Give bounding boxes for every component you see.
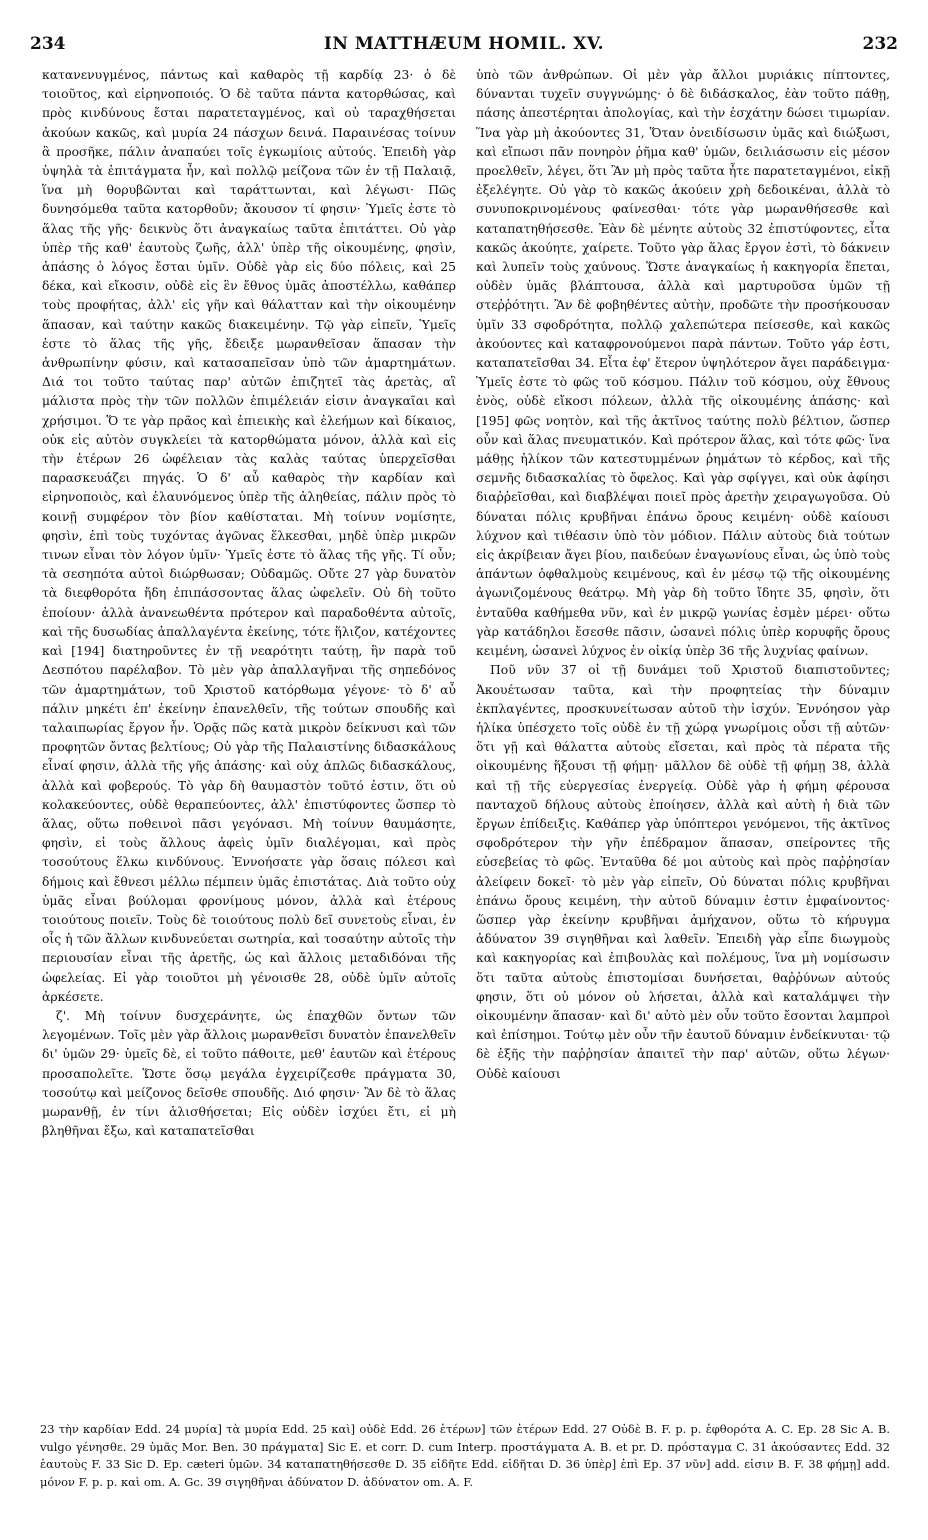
page-header (26, 34, 902, 56)
left-column-paragraph-2: ζ'. Μὴ τοίνυν δυσχεράνητε, ὡς ἐπαχθῶν ὄντων τῶν λεγομένων. Τοῖς μὲν γὰρ ἄλλοις μωρανθεῖσι δυνατὸν ἐπανελθεῖν δι' ὑμῶν 29· ὑμεῖς δὲ, εἰ τοῦτο πάθοιτε, μεθ' ἑαυτῶν καὶ ἑτέρους προσαπολεῖτε. Ὥστε ὅσῳ μεγάλα ἐγχειρίζεσθε πράγματα 30, τοσούτῳ καὶ μείζονος δεῖσθε σπουδῆς. Διό φησιν· Ἂν δὲ τὸ ἅλας μωρανθῇ, ἐν τίνι ἁλισθήσεται; Εἰς οὐδὲν ἰσχύει ἔτι, εἰ μὴ βληθῆναι ἔξω, καὶ καταπατεῖσθαι (42, 1008, 456, 1139)
footnotes (40, 1421, 890, 1491)
page-number-right: 232 (862, 34, 898, 54)
left-column (42, 66, 456, 1416)
right-column (476, 66, 890, 1416)
right-column-paragraph-2: Ποῦ νῦν 37 οἱ τῇ δυνάμει τοῦ Χριστοῦ διαπιστοῦντες; Ἀκουέτωσαν ταῦτα, καὶ τὴν προφητείας τὴν δύναμιν ἐκπλαγέντες, προσκυνείτωσαν αὐτοῦ τὴν ἰσχύν. Ἐννόησον γὰρ ἡλίκα ὑπέσχετο τοῖς οὐδὲ ἐν τῇ χώρᾳ γνωρίμοις οὖσι τῇ αὐτῶν· ὅτι γῇ καὶ θάλαττα αὐτοὺς εἴσεται, καὶ πρὸς τὰ πέρατα τῆς οἰκουμένης ἥξουσι τῇ φήμῃ· μᾶλλον δὲ οὐδὲ τῇ φήμῃ 38, ἀλλὰ καὶ τῇ τῆς εὐεργεσίας ἐνεργείᾳ. Οὐδὲ γὰρ ἡ φήμη φέρουσα πανταχοῦ δήλους αὐτοὺς ἐποίησεν, ἀλλὰ καὶ αὐτὴ ἡ διὰ τῶν ἔργων ἐπίδειξις. Καθάπερ γὰρ ὑπόπτεροι γενόμενοι, τῆς ἀκτῖνος σφοδρότερον τὴν γῆν ἐπέδραμον ἅπασαν, σπείροντες τῆς εὐσεβείας τὸ φῶς. Ἐνταῦθα δέ μοι αὐτοὺς καὶ πρὸς παῤῥησίαν ἀλείφειν δοκεῖ· τὸ μὲν γὰρ εἰπεῖν, Οὐ δύναται πόλις κρυβῆναι ἐπάνω ὄρους κειμένη, τὴν αὐτοῦ δύναμιν ἐστιν ἐμφαίνοντος· ὥσπερ γὰρ ἐκείνην κρυβῆναι ἀμήχανον, οὕτω τὸ κήρυγμα ἀδύνατον 39 σιγηθῆναι καὶ λαθεῖν. Ἐπειδὴ γὰρ εἶπε διωγμοὺς καὶ κακηγορίας καὶ ἐπιβουλὰς καὶ πολέμους, ἵνα μὴ νομίσωσιν ὅτι ταῦτα αὐτοὺς ἐπιστομίσαι δυνήσεται, θαῤῥύνων αὐτούς φησιν, ὅτι οὐ μόνον οὐ λήσεται, ἀλλὰ καὶ καταλάμψει τὴν οἰκουμένην ἅπασαν· καὶ δι' αὐτὸ μὲν οὖν τοῦτο ἔσονται λαμπροὶ καὶ ἐπίσημοι. Τούτῳ μὲν οὖν τῆν ἑαυτοῦ δύναμιν ἐνδείκνυται· τῷ δὲ ἑξῆς τὴν παῤῥησίαν ἀπαιτεῖ τὴν παρ' αὐτῶν, οὕτω λέγων· Οὐδὲ καίουσι (476, 663, 890, 1081)
running-title: IN MATTHÆUM HOMIL. XV. (323, 34, 605, 54)
footnotes-text: 23 τὴν καρδίαν Edd. 24 μυρία] τὰ μυρία Edd. 25 καὶ] οὐδὲ Edd. 26 ἑτέρων] τῶν ἑτέρων Edd. 27 Οὐδὲ B. F. p. p. ἐφθορότα A. C. Ep. 28 Sic A. B. vulgo γένησθε. 29 ὑμᾶς Mor. Ben. 30 πράγματα] Sic E. et corr. D. cum Interp. προστάγματα A. B. et pr. D. πρόσταγμα C. 31 ἀκούσαντες Edd. 32 ἑαυτοὺς F. 33 Sic D. Ep. cæteri ὑμῶν. 34 καταπατηθήσεσθε D. 35 εἰδῆτε Edd. εἰδῆται D. 36 ὑπὲρ] ἐπὶ Ep. 37 νῦν] add. εἰσιν B. F. 38 φήμῃ] add. μόνον F. p. p. καὶ om. A. Gc. 39 σιγηθῆναι ἀδύνατον D. ἀδύνατον om. A. F. (40, 1422, 890, 1489)
left-column-paragraph-1: κατανενυγμένος, πάντως καὶ καθαρὸς τῇ καρδίᾳ 23· ὁ δὲ τοιοῦτος, καὶ εἰρηνοποιός. Ὁ δὲ ταῦτα πάντα κατορθώσας, καὶ πρὸς κινδύνους ἔσται παρατεταγμένος, καὶ οὐ ταραχθήσεται ἀκούων κακῶς, καὶ μυρία 24 πάσχων δεινά. Παραινέσας τοίνυν ἃ προσῆκε, πάλιν ἀναπαύει τοῖς ἐγκωμίοις αὐτούς. Ἐπειδὴ γὰρ ὑψηλὰ τὰ ἐπιτάγματα ἦν, καὶ πολλῷ μείζονα τῶν ἐν τῇ Παλαιᾷ, ἵνα μὴ θορυβῶνται καὶ ταράττωνται, καὶ λέγωσι· Πῶς δυνησόμεθα ταῦτα κατορθοῦν; ἄκουσον τί φησιν· Ὑμεῖς ἐστε τὸ ἅλας τῆς γῆς· δεικνὺς ὅτι ἀναγκαίως ταῦτα ἐπιτάττει. Οὐ γὰρ ὑπὲρ τῆς καθ' ἑαυτοὺς ζωῆς, ἀλλ' ὑπὲρ τῆς οἰκουμένης, φησὶν, ἁπάσης ὁ λόγος ἔσται ὑμῖν. Οὐδὲ γὰρ εἰς δύο πόλεις, καὶ 25 δέκα, καὶ εἴκοσιν, οὐδὲ εἰς ἓν ἔθνος ὑμᾶς ἀποστέλλω, καθάπερ τοὺς προφήτας, ἀλλ' εἰς γῆν καὶ θάλατταν καὶ τὴν οἰκουμένην ἅπασαν, καὶ ταύτην κακῶς διακειμένην. Τῷ γὰρ εἰπεῖν, Ὑμεῖς ἐστε τὸ ἅλας τῆς γῆς, ἔδειξε μωρανθεῖσαν ἅπασαν τὴν ἀνθρωπίνην φύσιν, καὶ κατασαπεῖσαν ὑπὸ τῶν ἁμαρτημάτων. Διά τοι τοῦτο ταύτας παρ' αὐτῶν ἐπιζητεῖ τὰς ἀρετὰς, αἳ μάλιστα πρὸς τὴν τῶν πολλῶν ἐπιμέλειάν εἰσιν ἀναγκαῖαι καὶ χρήσιμοι. Ὅ τε γὰρ πρᾶος καὶ ἐπιεικὴς καὶ ἐλεήμων καὶ δίκαιος, οὐκ εἰς αὐτὸν συγκλείει τὰ κατορθώματα μόνον, ἀλλὰ καὶ εἰς τὴν ἑτέρων 26 ὠφέλειαν τὰς καλὰς ταύτας ὑπερχεῖσθαι παρασκευάζει πηγάς. Ὁ δ' αὖ καθαρὸς τὴν καρδίαν καὶ εἰρηνοποιὸς, καὶ ἐλαυνόμενος ὑπὲρ τῆς ἀληθείας, πάλιν πρὸς τὸ κοινῇ συμφέρον τὸν βίον καθίσταται. Μὴ τοίνυν νομίσητε, φησὶν, ἐπὶ τοὺς τυχόντας ἀγῶνας ἕλκεσθαι, μηδὲ ὑπὲρ μικρῶν τινων εἶναι τὸν λόγον ὑμῖν· Ὑμεῖς ἐστε τὸ ἅλας τῆς γῆς. Τί οὖν; τὰ σεσηπότα αὐτοὶ διώρθωσαν; Οὐδαμῶς. Οὔτε 27 γὰρ δυνατὸν τὰ διεφθορότα ἤδη ἐπιπάσσοντας ἅλας ὠφελεῖν. Οὐ δὴ τοῦτο ἐποίουν· ἀλλὰ ἀνανεωθέντα πρότερον καὶ παραδοθέντα αὐτοῖς, καὶ τῆς δυσωδίας ἀπαλλαγέντα ἐκείνης, τότε ἥλιζον, κατέχοντες καὶ [194] διατηροῦντες ἐν τῇ νεαρότητι ταύτῃ, ἣν παρὰ τοῦ Δεσπότου παρέλαβον. Τὸ μὲν γὰρ ἀπαλλαγῆναι τῆς σηπεδόνος τῶν ἁμαρτημάτων, τοῦ Χριστοῦ κατόρθωμα γέγονε· τὸ δ' αὖ πάλιν μηκέτι ἐπ' ἐκείνην ἐπανελθεῖν, τῆς τούτων σπουδῆς καὶ ταλαιπωρίας ἔργον ἦν. Ὁρᾷς πῶς κατὰ μικρὸν δείκνυσι καὶ τῶν προφητῶν ὄντας βελτίους; Οὐ γὰρ τῆς Παλαιστίνης διδασκάλους εἶναί φησιν, ἀλλὰ τῆς γῆς ἁπάσης· καὶ οὐχ ἁπλῶς διδασκάλους, ἀλλὰ καὶ φοβερούς. Τὸ γὰρ δὴ θαυμαστὸν τοῦτό ἐστιν, ὅτι οὐ κολακεύοντες, οὐδὲ θεραπεύοντες, ἀλλ' ἐπιστύφοντες ὥσπερ τὸ ἅλας, οὕτω ποθεινοὶ πᾶσι γεγόνασι. Μὴ τοίνυν θαυμάσητε, φησὶν, εἰ τοὺς ἄλλους ἀφεὶς ὑμῖν διαλέγομαι, καὶ πρὸς τοσούτους ἕλκω κινδύνους. Ἐννοήσατε γὰρ ὅσαις πόλεσι καὶ δήμοις καὶ ἔθνεσι μέλλω πέμπειν ὑμᾶς ἐπιστάτας. Διὰ τοῦτο οὐχ ὑμᾶς εἶναι βούλομαι φρονίμους μόνον, ἀλλὰ καὶ ἑτέρους τοιούτους ποιεῖν. Τοὺς δὲ τοιούτους πολὺ δεῖ συνετοὺς εἶναι, ἐν οἷς ἡ τῶν ἄλλων κινδυνεύεται σωτηρία, καὶ τοσαύτην αὐτοῖς τὴν περιουσίαν εἶναι τῆς ἀρετῆς, ὡς καὶ ἄλλοις μεταδιδόναι τῆς ὠφελείας. Εἰ γὰρ τοιοῦτοι μὴ γένοισθε 28, οὐδὲ ὑμῖν αὐτοῖς ἀρκέσετε. (42, 68, 456, 1004)
page-number-left: 234 (30, 34, 66, 54)
right-column-paragraph-1: ὑπὸ τῶν ἀνθρώπων. Οἱ μὲν γὰρ ἄλλοι μυριάκις πίπτοντες, δύνανται τυχεῖν συγγνώμης· ὁ δὲ διδάσκαλος, ἐὰν τοῦτο πάθῃ, πάσης ἀπεστέρηται ἀπολογίας, καὶ τὴν ἐσχάτην δώσει τιμωρίαν. Ἵνα γὰρ μὴ ἀκούοντες 31, Ὅταν ὀνειδίσωσιν ὑμᾶς καὶ διώξωσι, καὶ εἴπωσι πᾶν πονηρὸν ῥῆμα καθ' ὑμῶν, δειλιάσωσιν εἰς μέσον προελθεῖν, λέγει, ὅτι Ἂν μὴ πρὸς ταῦτα ἦτε παρατεταγμένοι, εἰκῇ ἐξελέγητε. Οὐ γὰρ τὸ κακῶς ἀκούειν χρὴ δεδοικέναι, ἀλλὰ τὸ συνυποκρινομένους φαίνεσθαι· τότε γὰρ μωρανθήσεσθε καὶ καταπατηθήσεσθε. Ἐὰν δὲ μένητε αὐτοὺς 32 ἐπιστύφοντες, εἶτα κακῶς ἀκούητε, χαίρετε. Τοῦτο γὰρ ἅλας ἔργον ἐστὶ, τὸ δάκνειν καὶ λυπεῖν τοὺς χαύνους. Ὥστε ἀναγκαίως ἡ κακηγορία ἕπεται, οὐδὲν ὑμᾶς βλάπτουσα, ἀλλὰ καὶ μαρτυροῦσα ὑμῶν τῇ στεῤῥότητι. Ἂν δὲ φοβηθέντες αὐτὴν, προδῶτε τὴν προσήκουσαν ὑμῖν 33 σφοδρότητα, πολλῷ χαλεπώτερα πείσεσθε, καὶ κακῶς ἀκούοντες καὶ καταφρονούμενοι παρὰ πάντων. Τοῦτο γάρ ἐστι, καταπατεῖσθαι 34. Εἶτα ἐφ' ἕτερον ὑψηλότερον ἄγει παράδειγμα· Ὑμεῖς ἐστε τὸ φῶς τοῦ κόσμου. Πάλιν τοῦ κόσμου, οὐχ ἔθνους ἑνὸς, οὐδὲ εἴκοσι πόλεων, ἀλλὰ τῆς οἰκουμένης ἁπάσης· καὶ [195] φῶς νοητὸν, καὶ τῆς ἀκτῖνος ταύτης πολὺ βέλτιον, ὥσπερ οὖν καὶ ἅλας πνευματικόν. Καὶ πρότερον ἅλας, καὶ τότε φῶς· ἵνα μάθῃς ἡλίκον τῶν κατεστυμμένων ῥημάτων τὸ κέρδος, καὶ τῆς σεμνῆς διδασκαλίας τὸ ὄφελος. Καὶ γὰρ σφίγγει, καὶ οὐκ ἀφίησι διαῤῥεῖσθαι, καὶ διαβλέψαι ποιεῖ πρὸς ἀρετὴν χειραγωγοῦσα. Οὐ δύναται πόλις κρυβῆναι ἐπάνω ὄρους κειμένη· οὐδὲ καίουσι λύχνον καὶ τιθέασιν ὑπὸ τὸν μόδιον. Πάλιν αὐτοὺς διὰ τούτων εἰς ἀκρίβειαν ἄγει βίου, παιδεύων ἐναγωνίους εἶναι, ὡς ὑπὸ τοὺς ἁπάντων ὀφθαλμοὺς κειμένους, καὶ ἐν μέσῳ τῷ τῆς οἰκουμένης ἀγωνιζομένους θεάτρῳ. Μὴ γὰρ δὴ τοῦτο ἴδητε 35, φησὶν, ὅτι ἐνταῦθα καθήμεθα νῦν, καὶ ἐν μικρῷ γωνίας ἐσμὲν μέρει· οὕτω γὰρ κατάδηλοι ἔσεσθε πᾶσιν, ὡσανεὶ πόλις ὑπὲρ κορυφῆς ὄρους κειμένη, ὡσανεὶ λύχνος ἐν οἰκίᾳ ὑπὲρ 36 τῆς λυχνίας φαίνων. (476, 68, 890, 659)
